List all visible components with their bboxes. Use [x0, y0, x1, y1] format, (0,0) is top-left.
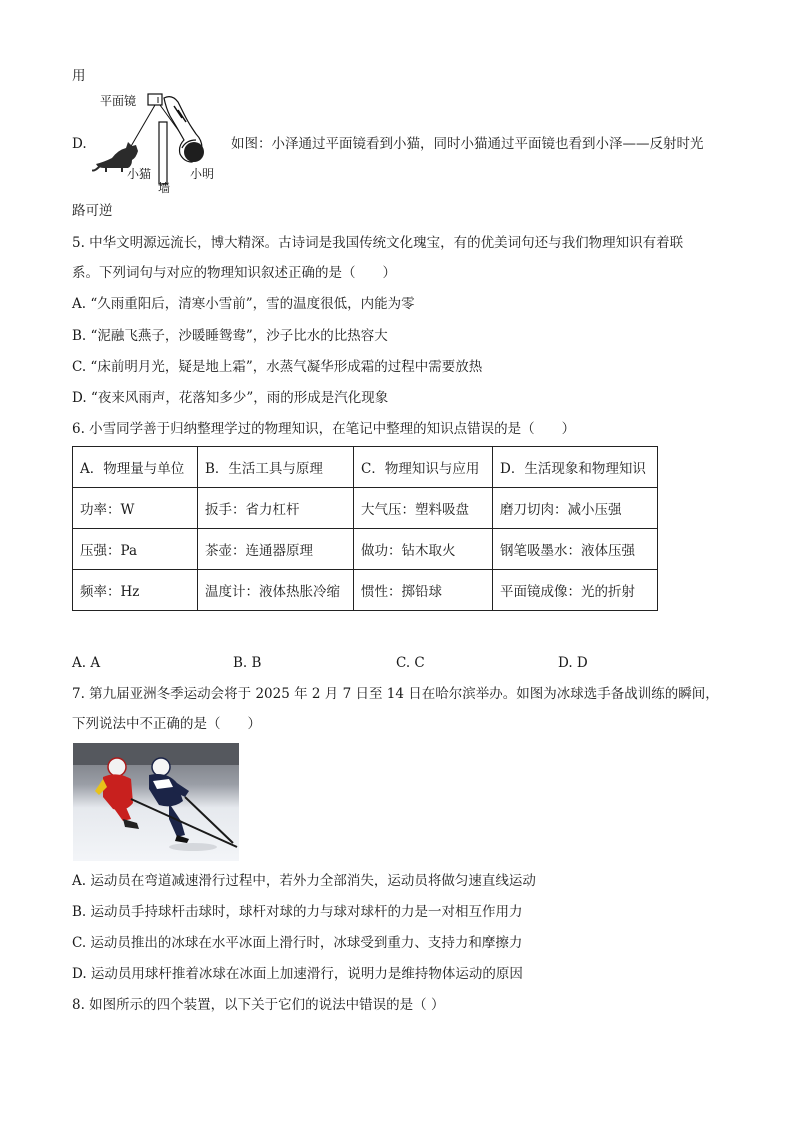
- q5-stem-line1: 5. 中华文明源远流长，博大精深。古诗词是我国传统文化瑰宝，有的优美词句还与我们物理知识有着联: [72, 235, 684, 251]
- q7-option-c: C. 运动员推出的冰球在水平冰面上滑行时，冰球受到重力、支持力和摩擦力: [72, 935, 523, 951]
- table-header-cell: A．物理量与单位: [73, 447, 198, 488]
- fig-label-ming: 小明: [190, 167, 215, 181]
- fig-label-cat: 小猫: [127, 167, 152, 181]
- table-cell: 压强：Pa: [73, 529, 198, 570]
- q6-stem: 6. 小雪同学善于归纳整理学过的物理知识，在笔记中整理的知识点错误的是（ ）: [72, 421, 576, 437]
- fig-label-mirror: 平面镜: [100, 94, 137, 108]
- q5-option-d: D. “夜来风雨声，花落知多少”，雨的形成是汽化现象: [72, 390, 389, 406]
- table-row: [73, 529, 658, 570]
- mirror-figure: [92, 88, 222, 196]
- q5-option-a: A. “久雨重阳后，清寒小雪前”，雪的温度很低，内能为零: [72, 296, 415, 312]
- q6-option-b: B. B: [233, 655, 262, 671]
- q6-knowledge-table: [72, 446, 658, 611]
- table-cell: 惯性：掷铅球: [354, 570, 493, 611]
- table-cell: 平面镜成像：光的折射: [493, 570, 658, 611]
- table-row: [73, 488, 658, 529]
- continued-text: 用: [72, 68, 86, 84]
- table-cell: 功率：W: [73, 488, 198, 529]
- table-cell: 温度计：液体热胀冷缩: [198, 570, 354, 611]
- q7-option-d: D. 运动员用球杆推着冰球在冰面上加速滑行，说明力是维持物体运动的原因: [72, 966, 523, 982]
- q7-option-b: B. 运动员手持球杆击球时，球杆对球的力与球对球杆的力是一对相互作用力: [72, 904, 523, 920]
- table-cell: 钢笔吸墨水：液体压强: [493, 529, 658, 570]
- table-cell: 磨刀切肉：减小压强: [493, 488, 658, 529]
- table-header-cell: D．生活现象和物理知识: [493, 447, 658, 488]
- option-d-cont: 路可逆: [72, 203, 113, 219]
- ray-to-cat: [130, 105, 155, 148]
- q8-stem: 8. 如图所示的四个装置，以下关于它们的说法中错误的是（ ）: [72, 997, 445, 1013]
- q5-stem-line2: 系。下列词句与对应的物理知识叙述正确的是（ ）: [72, 265, 396, 281]
- ice-hockey-photo: [73, 743, 239, 861]
- q6-option-d: D. D: [558, 655, 588, 671]
- q7-stem-line2: 下列说法中不正确的是（ ）: [72, 716, 261, 732]
- table-cell: 大气压：塑料吸盘: [354, 488, 493, 529]
- q7-stem-line1: 7. 第九届亚洲冬季运动会将于 2025 年 2 月 7 日至 14 日在哈尔滨举办。如图为冰球选手备战训练的瞬间，: [72, 686, 719, 702]
- table-header-row: [73, 447, 658, 488]
- ming-drawing: [164, 97, 204, 162]
- table-cell: 扳手：省力杠杆: [198, 488, 354, 529]
- table-cell: 茶壶：连通器原理: [198, 529, 354, 570]
- table-cell: 做功：钻木取火: [354, 529, 493, 570]
- q5-option-b: B. “泥融飞燕子，沙暖睡鸳鸯”，沙子比水的比热容大: [72, 328, 388, 344]
- table-header-cell: C．物理知识与应用: [354, 447, 493, 488]
- table-header-cell: B．生活工具与原理: [198, 447, 354, 488]
- q6-option-a: A. A: [72, 655, 101, 671]
- q5-option-c: C. “床前明月光，疑是地上霜”，水蒸气凝华形成霜的过程中需要放热: [72, 359, 483, 375]
- q6-option-c: C. C: [396, 655, 425, 671]
- q7-option-a: A. 运动员在弯道减速滑行过程中，若外力全部消失，运动员将做匀速直线运动: [72, 873, 536, 889]
- option-d-text: 如图：小泽通过平面镜看到小猫，同时小猫通过平面镜也看到小泽——反射时光: [231, 136, 704, 152]
- table-cell: 频率：Hz: [73, 570, 198, 611]
- table-row: [73, 570, 658, 611]
- option-d-letter: D.: [72, 136, 87, 152]
- wall-shape: [159, 122, 167, 184]
- mirror-shape: [148, 94, 162, 105]
- fig-label-wall: 墙: [158, 181, 171, 195]
